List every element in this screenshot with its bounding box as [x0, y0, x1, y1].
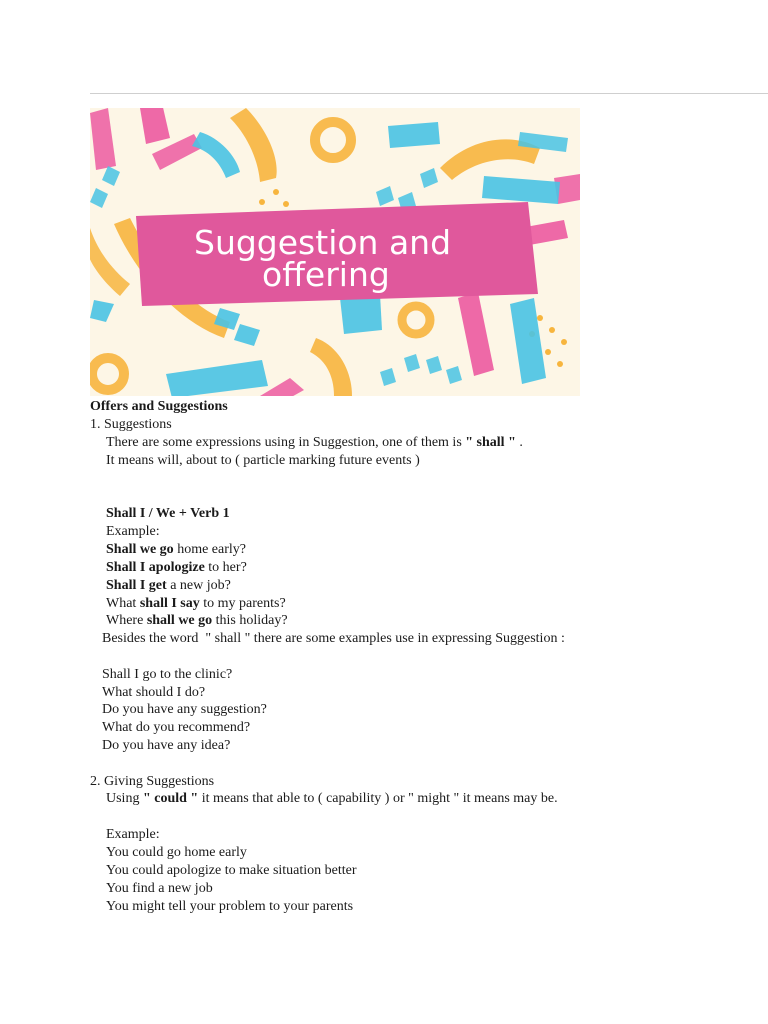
section-2-example-label: Example:: [106, 827, 160, 842]
alt-expression: Shall I go to the clinic?: [102, 667, 233, 682]
giving-example: You could apologize to make situation better: [106, 863, 357, 878]
alt-expression: What do you recommend?: [102, 720, 251, 735]
example-line: What shall I say to my parents?: [106, 596, 286, 611]
banner-title-line1: Suggestion and: [194, 223, 452, 262]
banner-image: [90, 108, 580, 396]
alt-expression: Do you have any idea?: [102, 738, 231, 753]
example-label: Example:: [106, 524, 160, 539]
banner-title-line2: offering: [262, 255, 390, 294]
besides-note: Besides the word " shall " there are some examples use in expressing Suggestion :: [102, 631, 565, 646]
giving-example: You could go home early: [106, 845, 247, 860]
section-1-meaning: It means will, about to ( particle marking future events ): [106, 453, 420, 468]
section-1-title: 1. Suggestions: [90, 417, 172, 432]
section-2-title: 2. Giving Suggestions: [90, 774, 215, 789]
section-2-using: Using " could " it means that able to ( capability ) or " might " it means may be.: [106, 791, 558, 806]
section-1-intro: There are some expressions using in Suggestion, one of them is " shall " .: [106, 435, 523, 450]
alt-expression: What should I do?: [102, 685, 206, 700]
alt-expression: Do you have any suggestion?: [102, 702, 267, 717]
doc-heading: Offers and Suggestions: [90, 399, 228, 414]
formula: Shall I / We + Verb 1: [106, 506, 230, 521]
example-line: Where shall we go this holiday?: [106, 613, 288, 628]
giving-example: You find a new job: [106, 881, 213, 896]
example-line: Shall I get a new job?: [106, 578, 231, 593]
example-line: Shall I apologize to her?: [106, 560, 247, 575]
giving-example: You might tell your problem to your parents: [106, 899, 354, 914]
banner-artwork: [90, 108, 580, 396]
example-line: Shall we go home early?: [106, 542, 246, 557]
top-divider: [90, 93, 768, 94]
